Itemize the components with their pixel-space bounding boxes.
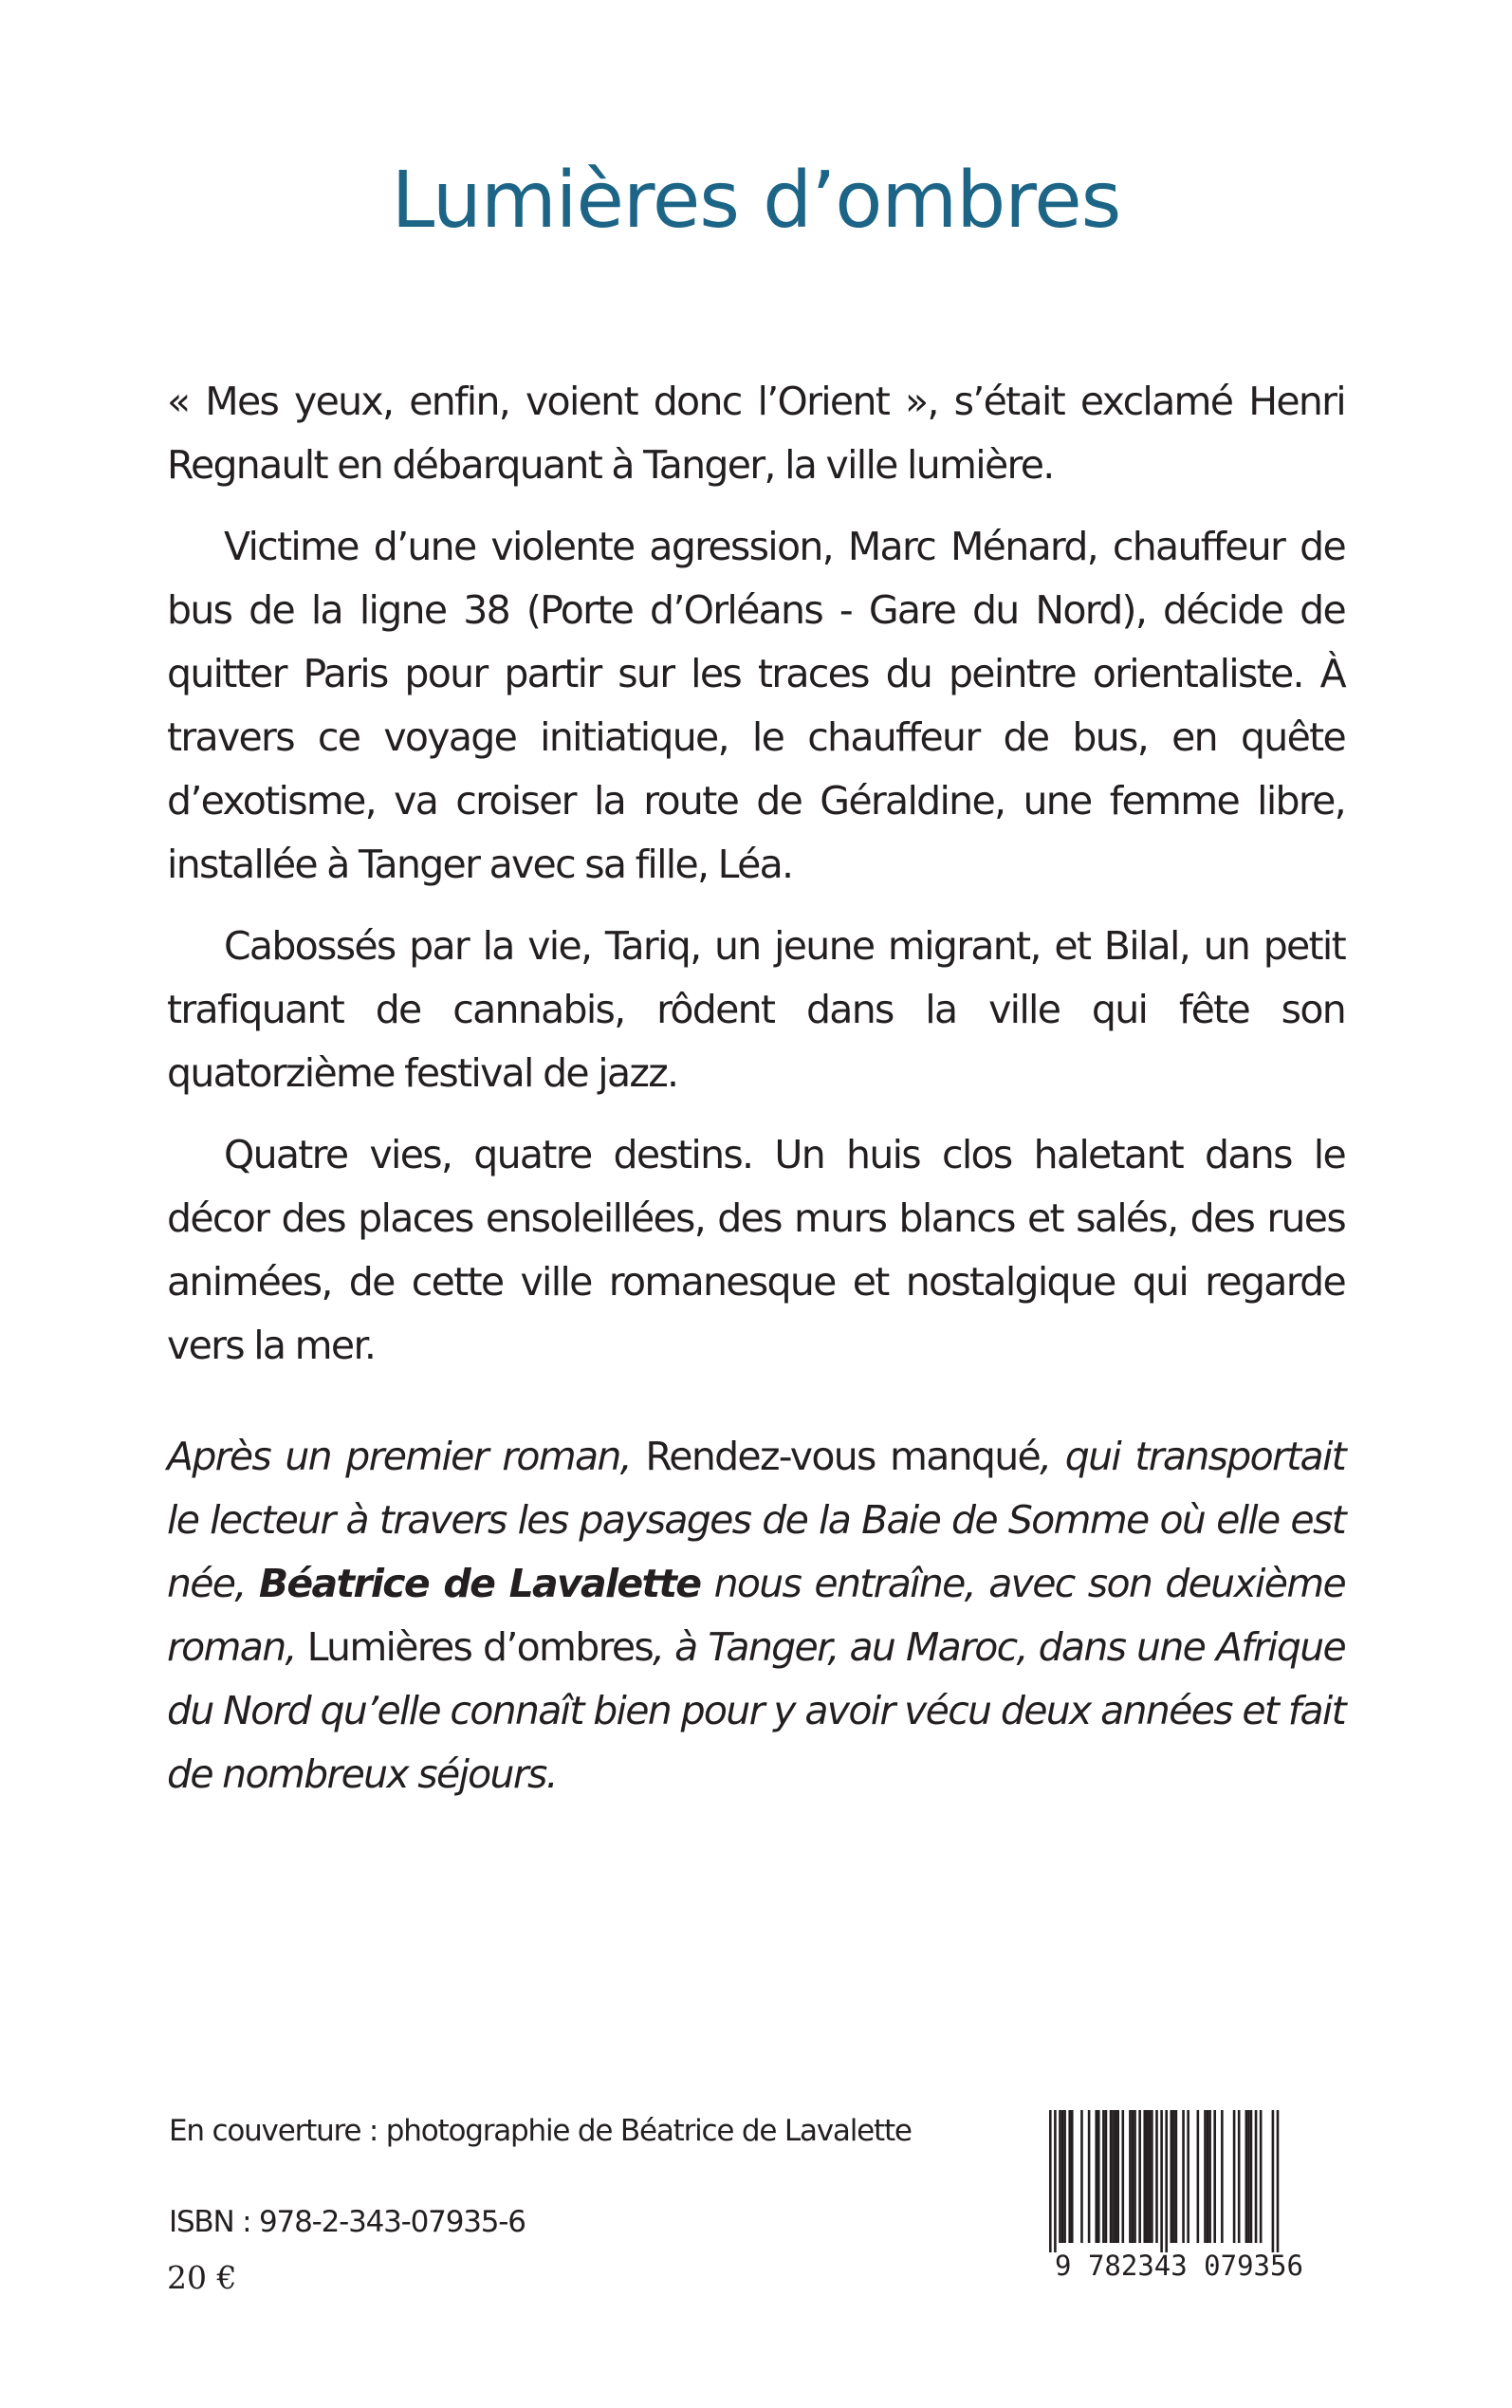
synopsis-paragraph-2: Victime d’une violente agression, Marc Ménard, chauffeur de bus de la ligne 38 (Porte d’Orléans - Gare du Nord), décide de quitter Paris pour partir sur les traces du peintre orientaliste. À travers ce voyage initiatique, le chauffeur de bus, en quête d’exotisme, va croiser la route de Géraldine, une femme libre, installée à Tanger avec sa fille, Léa. — [167, 524, 1345, 887]
bio-first-novel-title: Rendez-vous manqué — [645, 1434, 1041, 1479]
barcode-bar — [1197, 2110, 1200, 2243]
barcode-guard-bar — [1160, 2110, 1163, 2252]
barcode-bar — [1175, 2110, 1178, 2243]
barcode-bar — [1088, 2110, 1091, 2243]
synopsis-paragraph-4: Quatre vies, quatre destins. Un huis clos haletant dans le décor des places ensoleillées, des murs blancs et salés, des rues animées, de cette ville romanesque et nostalgique qui regarde vers la mer. — [167, 1132, 1345, 1368]
barcode-bar — [1213, 2110, 1216, 2243]
synopsis-paragraph-1: « Mes yeux, enfin, voient donc l’Orient », s’était exclamé Henri Regnault en débarquant à Tanger, la ville lumière. — [167, 379, 1345, 488]
price: 20 € — [167, 2259, 237, 2296]
synopsis — [167, 370, 1345, 1396]
barcode-bar — [1208, 2110, 1211, 2243]
barcode-bar — [1221, 2110, 1224, 2243]
barcode-bar — [1061, 2110, 1064, 2243]
barcode-bar — [1250, 2110, 1253, 2243]
barcode-bar — [1116, 2110, 1119, 2243]
barcode-bar — [1146, 2110, 1149, 2243]
barcode-bar — [1204, 2110, 1207, 2243]
barcode-bar — [1207, 2110, 1209, 2243]
barcode-bar — [1105, 2110, 1108, 2243]
bio-text-4: , à Tanger, au Maroc, dans une Afrique du Nord qu’elle connaît bien pour y avoir vécu deux années et fait de nombreux séjours. — [167, 1624, 1345, 1797]
barcode-guard-bar — [1049, 2110, 1052, 2252]
book-title: Lumières d’ombres — [391, 156, 1121, 246]
barcode-bar — [1143, 2110, 1146, 2243]
barcode-bar — [1095, 2110, 1097, 2243]
bio-text-3: nous entraîne, avec son deuxième roman, — [167, 1561, 1345, 1670]
barcode-bar — [1155, 2110, 1158, 2243]
barcode-bar — [1171, 2110, 1173, 2243]
barcode-bar — [1110, 2110, 1113, 2243]
isbn: ISBN : 978-2-343-07935-6 — [169, 2205, 526, 2239]
barcode-bar — [1071, 2110, 1074, 2243]
barcode-bar — [1134, 2110, 1136, 2243]
author-bio-paragraph — [167, 1425, 1345, 1806]
barcode-bar — [1102, 2110, 1105, 2243]
barcode — [1036, 2101, 1322, 2290]
cover-photo-credit: En couverture : photographie de Béatrice de Lavalette — [169, 2114, 912, 2148]
barcode-bar — [1122, 2110, 1125, 2243]
barcode-bar — [1149, 2110, 1152, 2243]
barcode-bar — [1151, 2110, 1153, 2243]
bio-second-novel-title: Lumières d’ombres — [306, 1624, 654, 1670]
barcode-bar — [1112, 2110, 1115, 2243]
barcode-bar — [1129, 2110, 1132, 2243]
barcode-digits: 9 782343 079356 — [1055, 2250, 1303, 2282]
barcode-guard-bar — [1165, 2110, 1168, 2252]
barcode-bar — [1260, 2110, 1263, 2243]
barcode-guard-bar — [1272, 2110, 1275, 2252]
bio-text-1: Après un premier roman, — [167, 1434, 646, 1479]
barcode-guard-bar — [1277, 2110, 1280, 2252]
bio-text-2: , qui transportait le lecteur à travers les paysages de la Baie de Somme où elle est née, — [167, 1434, 1346, 1606]
barcode-bar — [1059, 2110, 1061, 2243]
barcode-bar — [1255, 2110, 1258, 2243]
barcode-bar — [1063, 2110, 1066, 2243]
barcode-bars — [1036, 2101, 1322, 2252]
barcode-bar — [1132, 2110, 1134, 2243]
synopsis-paragraph-3: Cabossés par la vie, Tariq, un jeune migrant, et Bilal, un petit trafiquant de cannabis, rôdent dans la ville qui fête son quatorzième festival de jazz. — [167, 923, 1345, 1096]
barcode-bar — [1233, 2110, 1236, 2243]
barcode-bar — [1247, 2110, 1250, 2243]
barcode-bar — [1182, 2110, 1185, 2243]
barcode-bar — [1068, 2110, 1071, 2243]
bio-author-name: Béatrice de Lavalette — [258, 1561, 701, 1606]
barcode-bar — [1138, 2110, 1141, 2243]
barcode-guard-bar — [1054, 2110, 1057, 2252]
barcode-bar — [1187, 2110, 1189, 2243]
barcode-bar — [1080, 2110, 1083, 2243]
barcode-bar — [1245, 2110, 1248, 2243]
barcode-bar — [1172, 2110, 1175, 2243]
barcode-bar — [1097, 2110, 1100, 2243]
barcode-bar — [1238, 2110, 1241, 2243]
barcode-bar — [1115, 2110, 1117, 2243]
author-bio — [167, 1425, 1345, 1806]
